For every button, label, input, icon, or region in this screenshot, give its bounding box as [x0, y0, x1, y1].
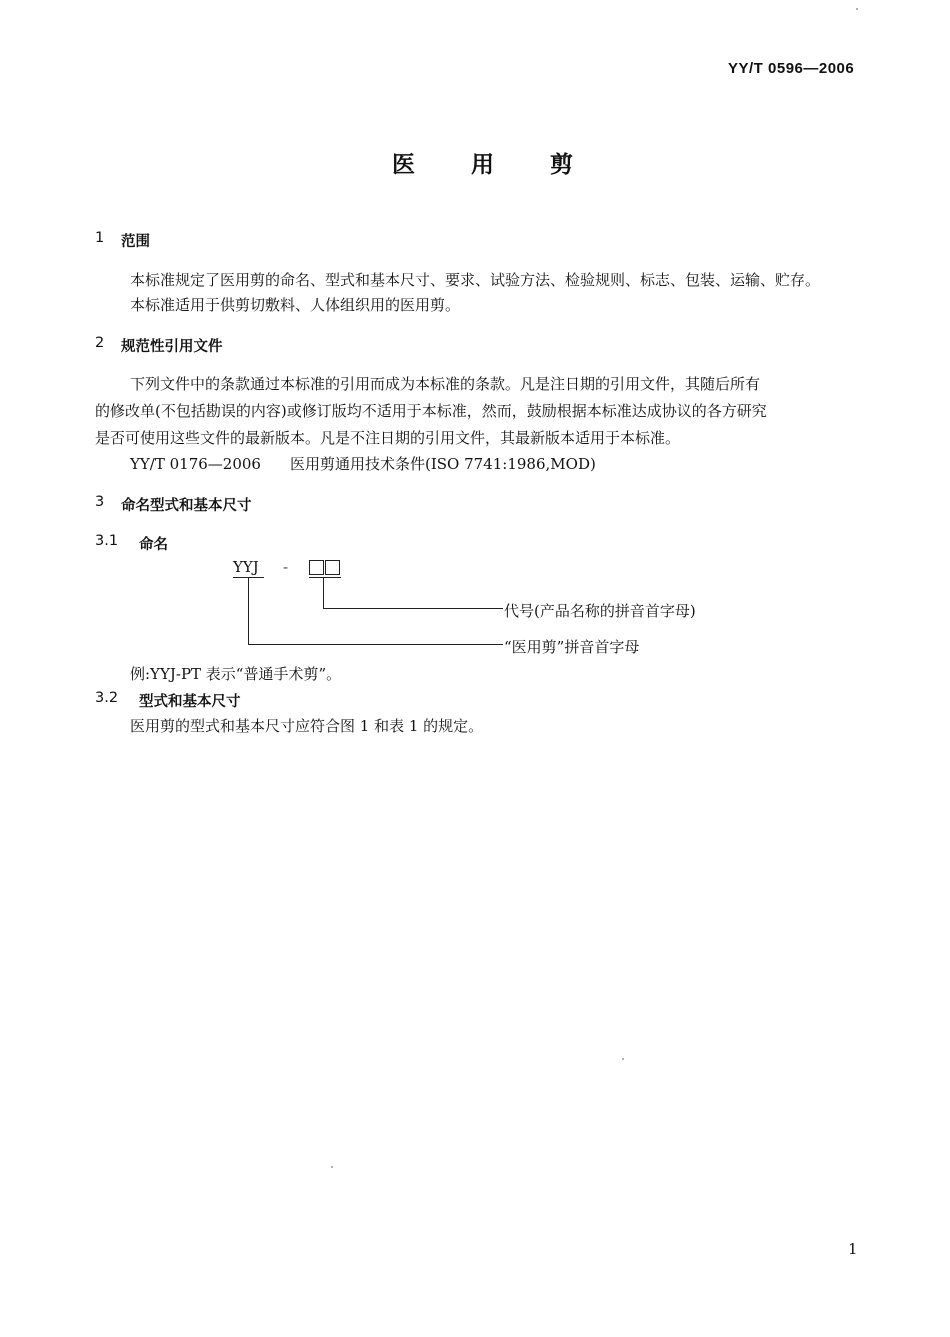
standard-number: YY/T 0596—2006	[728, 60, 855, 77]
section-3-number: 3	[95, 494, 105, 510]
diagram-name-leader-vertical	[248, 578, 249, 645]
diagram-code-leader-vertical	[323, 578, 324, 609]
doc-title-char-3: 剪	[550, 152, 573, 178]
diagram-name-label: “医用剪”拼音首字母	[504, 638, 640, 656]
section-3-heading: 命名型式和基本尺寸	[121, 498, 252, 514]
diagram-code-box-1	[309, 560, 324, 575]
section-1-paragraph-1: 本标准规定了医用剪的命名、型式和基本尺寸、要求、试验方法、检验规则、标志、包装、运输、贮存。	[130, 271, 821, 289]
diagram-code-box-2	[325, 560, 340, 575]
diagram-code-label: 代号(产品名称的拼音首字母)	[504, 602, 696, 620]
diagram-code-underline	[309, 577, 341, 578]
section-1-heading: 范围	[121, 234, 150, 250]
doc-title-char-2: 用	[471, 152, 494, 178]
section-1-number: 1	[95, 230, 105, 246]
naming-example: 例:YYJ-PT 表示“普通手术剪”。	[130, 665, 342, 683]
diagram-prefix: YYJ	[233, 558, 259, 576]
section-2-paragraph-line-3: 是否可使用这些文件的最新版本。凡是不注日期的引用文件，其最新版本适用于本标准。	[95, 429, 681, 447]
page-number: 1	[848, 1240, 858, 1258]
scan-speck	[856, 8, 858, 10]
scan-speck	[331, 1166, 333, 1168]
section-2-number: 2	[95, 335, 105, 351]
normative-reference-number: YY/T 0176—2006	[130, 455, 261, 473]
section-2-paragraph-line-2: 的修改单(不包括勘误的内容)或修订版均不适用于本标准，然而，鼓励根据本标准达成协议的各方研究	[95, 402, 767, 420]
scan-speck	[622, 1058, 624, 1060]
diagram-dash: -	[283, 558, 289, 576]
diagram-code-leader-horizontal	[323, 608, 503, 609]
normative-reference-title: 医用剪通用技术条件(ISO 7741:1986,MOD)	[290, 455, 596, 473]
section-2-heading: 规范性引用文件	[121, 339, 223, 355]
section-3-1-heading: 命名	[139, 537, 168, 553]
section-1-paragraph-2: 本标准适用于供剪切敷料、人体组织用的医用剪。	[130, 296, 461, 314]
section-3-2-heading: 型式和基本尺寸	[139, 694, 241, 710]
section-3-2-number: 3.2	[95, 690, 119, 706]
section-2-paragraph-line-1: 下列文件中的条款通过本标准的引用而成为本标准的条款。凡是注日期的引用文件，其随后所有	[130, 375, 761, 393]
section-3-2-text: 医用剪的型式和基本尺寸应符合图 1 和表 1 的规定。	[130, 717, 484, 735]
doc-title-char-1: 医	[392, 152, 415, 178]
section-3-1-number: 3.1	[95, 533, 119, 549]
diagram-name-leader-horizontal	[248, 644, 503, 645]
